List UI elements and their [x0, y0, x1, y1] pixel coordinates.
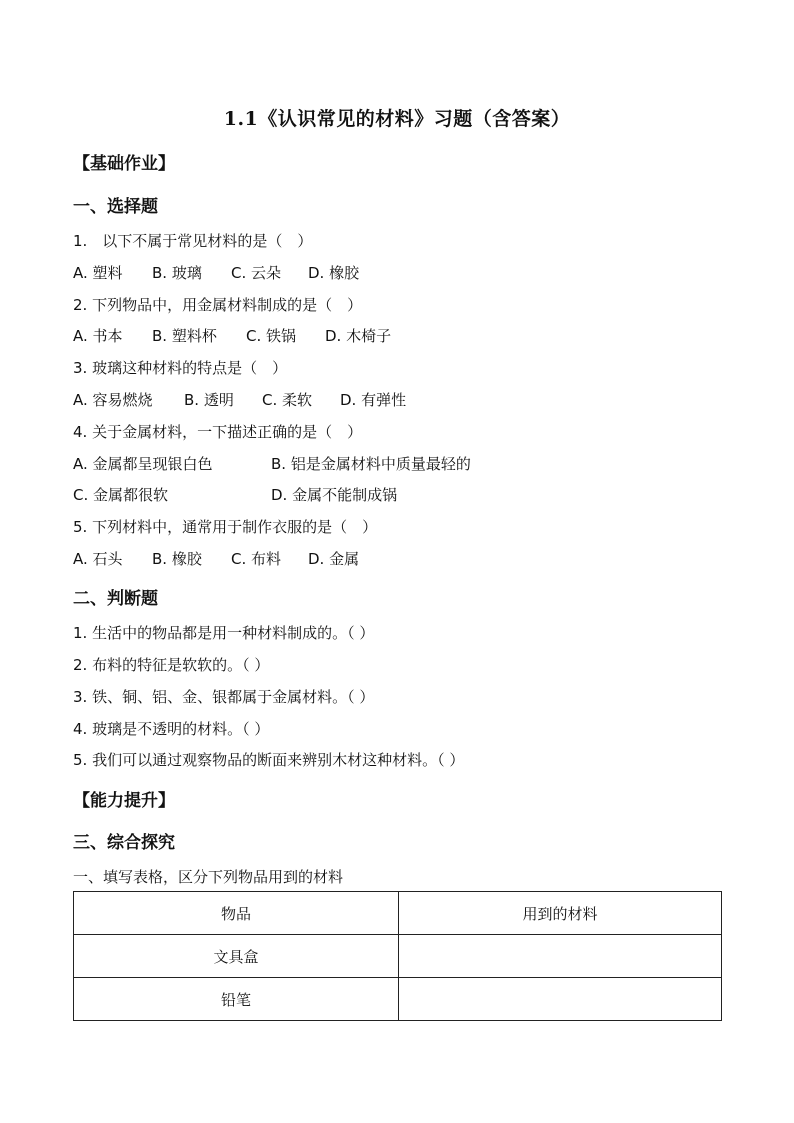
question-2: 2. 下列物品中，用金属材料制成的是（ ）: [73, 296, 363, 314]
ability-header: 【能力提升】: [73, 791, 175, 811]
q4-option-b: B. 铝是金属材料中质量最轻的: [271, 455, 471, 473]
q2-option-a: A. 书本: [73, 327, 123, 345]
q3-option-d: D. 有弹性: [340, 391, 407, 409]
table-instruction: 一、填写表格，区分下列物品用到的材料: [73, 868, 344, 886]
question-1: 1. 以下不属于常见材料的是（ ）: [73, 232, 313, 250]
question-4: 4. 关于金属材料，一下描述正确的是（ ）: [73, 423, 363, 441]
document-title: 1.1《认识常见的材料》习题（含答案）: [223, 108, 571, 130]
tf-item-4: 4. 玻璃是不透明的材料。（ ）: [73, 720, 270, 738]
tf-item-5: 5. 我们可以通过观察物品的断面来辨别木材这种材料。（ ）: [73, 751, 465, 769]
section-heading-multiple-choice: 一、选择题: [73, 197, 158, 217]
tf-item-3: 3. 铁、铜、铝、金、银都属于金属材料。（ ）: [73, 688, 375, 706]
table-row: [74, 978, 722, 1021]
table-row: [74, 935, 722, 978]
table-cell-material[interactable]: [399, 978, 722, 1021]
table-header-row: [74, 892, 722, 935]
table-cell-item: 文具盒: [74, 935, 399, 978]
table-cell-item: 铅笔: [74, 978, 399, 1021]
q2-option-c: C. 铁锅: [246, 327, 297, 345]
question-3: 3. 玻璃这种材料的特点是（ ）: [73, 359, 288, 377]
q4-option-d: D. 金属不能制成锅: [271, 486, 398, 504]
table-cell-material[interactable]: [399, 935, 722, 978]
table-header-material: 用到的材料: [399, 892, 722, 935]
materials-table: [73, 891, 722, 1021]
q4-option-a: A. 金属都呈现银白色: [73, 455, 213, 473]
basic-homework-header: 【基础作业】: [73, 154, 175, 174]
section-heading-true-false: 二、判断题: [73, 589, 158, 609]
tf-item-2: 2. 布料的特征是软软的。（ ）: [73, 656, 270, 674]
q5-option-b: B. 橡胶: [152, 550, 202, 568]
q1-option-c: C. 云朵: [231, 264, 282, 282]
q5-option-d: D. 金属: [308, 550, 360, 568]
q1-option-a: A. 塑料: [73, 264, 123, 282]
tf-item-1: 1. 生活中的物品都是用一种材料制成的。（ ）: [73, 624, 375, 642]
q3-option-c: C. 柔软: [262, 391, 313, 409]
q2-option-b: B. 塑料杯: [152, 327, 217, 345]
table-header-item: 物品: [74, 892, 399, 935]
q1-option-b: B. 玻璃: [152, 264, 202, 282]
q3-option-a: A. 容易燃烧: [73, 391, 153, 409]
q5-option-a: A. 石头: [73, 550, 123, 568]
question-5: 5. 下列材料中，通常用于制作衣服的是（ ）: [73, 518, 378, 536]
q5-option-c: C. 布料: [231, 550, 282, 568]
q1-option-d: D. 橡胶: [308, 264, 360, 282]
section-heading-inquiry: 三、综合探究: [73, 833, 175, 853]
q3-option-b: B. 透明: [184, 391, 234, 409]
q4-option-c: C. 金属都很软: [73, 486, 169, 504]
q2-option-d: D. 木椅子: [325, 327, 392, 345]
